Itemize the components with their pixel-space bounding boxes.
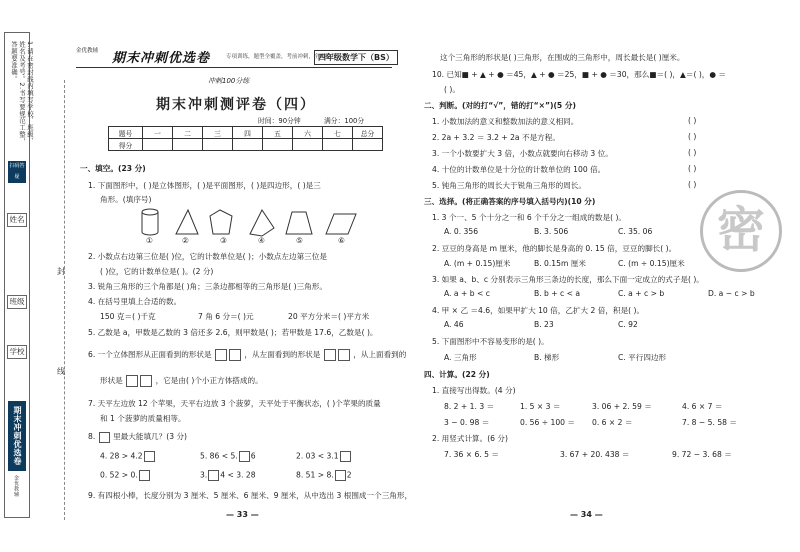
pentagon-shape [210,210,232,234]
q2-line1: 2. 小数点右边第三位是( )位，它的计数单位是( )；小数点左边第三位是 [88,252,327,261]
answer-box[interactable] [340,451,351,462]
q4-item-1: 150 克＝( )千克 [100,312,156,321]
q8-expr: 4. 28 > 4.2 [100,451,143,461]
calc-item: 1. 5 × 3 ＝ [520,402,561,411]
header-publisher: 金优教辅 [76,48,99,54]
calc-item: 3. 67 + 20. 438 ＝ [560,450,630,459]
score-input-cell[interactable] [233,139,263,151]
calc-item: 9. 72 − 3. 68 ＝ [672,450,732,459]
grade-badge: 四年级数学下（BS） [314,50,398,65]
q8-expr: 5. 86 < 5. [200,451,238,461]
section-choice: 三、选择。(将正确答案的序号填入括号内)(10 分) [424,197,596,206]
calc-item: 7. 8 − 5. 58 ＝ [682,418,738,427]
seal-line [64,80,65,520]
shape-label-5: ⑤ [296,236,303,245]
section-fill-blank: 一、填空。(23 分) [80,164,146,173]
score-input-cell[interactable] [173,139,203,151]
shape-label-2: ② [182,236,189,245]
q6-text-4: 形状是 [100,376,123,385]
choice-opt: A. 三角形 [444,353,477,362]
answer-box[interactable] [208,470,219,481]
section-calc: 四、计算。(22 分) [424,370,490,379]
score-cell: 总分 [353,127,383,139]
parallelogram-shape [326,214,356,234]
q10-line1: 10. 已知■ + ▲ + ● ＝45，▲ + ● ＝25，■ + ● ＝30，那么■＝( )，▲＝( )，● ＝ [432,70,727,79]
choice-2: 2. 豆豆的身高是 m 厘米，他的脚长是身高的 0. 15 倍，豆豆的脚长( )。 [432,244,677,253]
score-cell: 四 [233,127,263,139]
page-number-left: — 33 — [226,510,259,519]
q4: 4. 在括号里填上合适的数。 [88,297,182,306]
choice-opt: A. (m + 0.15)厘米 [444,259,511,268]
binding-strip [4,32,34,518]
answer-box[interactable] [239,451,250,462]
judge-3: 3. 一个小数要扩大 3 倍，小数点就要向右移动 3 位。 [432,149,613,158]
q8-item [200,470,256,481]
score-cell: 三 [203,127,233,139]
page-number-right: — 34 — [570,510,603,519]
answer-box[interactable] [139,470,150,481]
judge-5: 5. 钝角三角形的周长大于锐角三角形的周长。 [432,181,586,190]
class-field-label: 班级 [7,295,27,309]
shape-label-3: ③ [220,236,227,245]
calc-item: 7. 36 × 6. 5 ＝ [444,450,500,459]
q3: 3. 锐角三角形的三个角都是( )角；三条边都相等的三角形是( )三角形。 [88,282,327,291]
score-input-cell[interactable] [353,139,383,151]
q6-text-2: ，从左面看到的形状是 [244,350,321,359]
q8-item [100,451,156,462]
choice-opt: A. a + b < c [444,289,490,298]
exam-title: 期末冲刺测评卷（四） [156,97,316,113]
q5: 5. 乙数是 a，甲数是乙数的 3 倍还多 2.6，则甲数是( )；若甲数是 17.6，乙数是( )。 [88,328,378,337]
q6-line1 [88,349,406,361]
q8-text: 里最大能填几？(3 分) [113,432,188,441]
q10-line2: ( )。 [444,85,460,94]
strip-publisher: 金优教辅 [13,475,19,497]
exam-full-score: 满分：100分 [324,117,365,125]
header-brand: 期末冲刺优选卷 [112,51,211,66]
score-cell: 六 [293,127,323,139]
q9-line1: 9. 有四根小棒，长度分别为 3 厘米、5 厘米、6 厘米、9 厘米，从中选出 3 根围成一个三角形， [88,491,413,500]
shape-label-6: ⑥ [338,236,345,245]
shape-label-4: ④ [258,236,265,245]
cylinder-shape [142,209,158,235]
q8-item [200,451,256,462]
score-table [108,126,383,151]
answer-box[interactable] [99,432,110,443]
q8-item [296,470,352,481]
triangle-shape [176,210,198,234]
calc-item: 0. 56 ÷ 100 ＝ [520,418,576,427]
header-tagline: 专项训练，题型全覆盖，考前冲刺，全面提升 [226,54,337,60]
choice-1: 1. 3 个一、5 个十分之一和 6 个千分之一组成的数是( )。 [432,213,627,222]
view-top-icon [140,375,152,387]
q8-expr: 0. 52 > 0. [100,470,138,480]
seal-mark-2: 线 [57,367,65,376]
score-input-cell[interactable] [293,139,323,151]
shape-label-1: ① [146,236,153,245]
judge-answer[interactable]: ( ) [688,180,697,189]
choice-opt: C. a + c > b [618,289,665,298]
score-table-row [109,139,383,151]
q8-stem [88,431,187,443]
q1-line1: 1. 下面图形中，( )是立体图形，( )是平面图形，( )是四边形，( )是三 [88,181,321,190]
judge-2: 2. 2a + 3.2 ＝ 3.2 + 2a 不是方程。 [432,133,560,142]
judge-answer[interactable]: ( ) [688,148,697,157]
q4-item-2: 7 角 6 分＝( )元 [198,312,254,321]
choice-opt: C. 平行四边形 [618,353,667,362]
strip-logo: 期末冲刺优选卷 [8,401,26,471]
choice-opt: A. 0. 356 [444,227,479,236]
choice-opt: C. 35. 06 [618,227,653,236]
choice-4: 4. 甲 × 乙 ＝4.6，如果甲扩大 10 倍，乙扩大 2 倍，积是( )。 [432,306,645,315]
q7-line1: 7. 天平左边放 12 个苹果，天平右边放 3 个菠萝，天平处于平衡状态，( )个苹果的质量 [88,399,381,408]
choice-opt: B. b + c < a [534,289,581,298]
q8-expr: 8. 51 > 8. [296,470,334,480]
view-front-icon [215,349,227,361]
calc-item: 0. 6 × 2 ＝ [592,418,633,427]
choice-opt: B. 0.15m 厘米 [534,259,586,268]
judge-answer[interactable]: ( ) [688,132,697,141]
q6-text-5: ，它是由( )个小正方体搭成的。 [155,376,263,385]
q7-line2: 和 1 个菠萝的质量相等。 [100,414,186,423]
score-cell: 一 [143,127,173,139]
q8-expr: 3. [200,470,208,480]
score-cell: 得分 [109,139,143,151]
q4-item-3: 20 平方分米＝( )平方米 [288,312,370,321]
seal-mark-1: 封 [57,267,65,276]
calc-item: 4. 6 × 7 ＝ [682,402,723,411]
choice-opt: C. 92 [618,320,638,329]
view-top-icon [126,375,138,387]
view-left-icon [338,349,350,361]
score-input-cell[interactable] [203,139,233,151]
strip-instructions: 1.请在密封线内填写学校、班级、姓名及考号。2.书写要规范工整，答题要准确。 [10,41,34,145]
judge-answer[interactable]: ( ) [688,164,697,173]
strip-badge: 扫码答疑 [8,161,26,183]
school-field-label: 学校 [7,345,27,359]
pyramid-shape [250,210,274,236]
q8-expr: 2. 03 < 3.1 [296,451,339,461]
score-input-cell[interactable] [263,139,293,151]
trapezoid-shape [286,212,312,234]
q1-line2: 角形。(填序号) [100,195,152,204]
section-judge: 二、判断。(对的打“√”，错的打“×”)(5 分) [424,101,576,110]
score-cell: 题号 [109,127,143,139]
q8-expr: 4 < 3. 28 [220,470,256,480]
score-input-cell[interactable] [323,139,353,151]
exam-time: 时间：90分钟 [258,117,301,125]
q8-num: 8. [88,432,96,441]
score-cell: 二 [173,127,203,139]
name-field-label: 姓名 [7,213,27,227]
score-input-cell[interactable] [143,139,173,151]
answer-box[interactable] [335,470,346,481]
choice-5: 5. 下面图形中不容易变形的是( )。 [432,337,549,346]
view-left-icon [324,349,336,361]
confidential-stamp: 密 [700,190,782,272]
choice-opt: A. 46 [444,320,464,329]
choice-opt: B. 23 [534,320,554,329]
score-cell: 五 [263,127,293,139]
choice-opt: B. 梯形 [534,353,560,362]
choice-opt: B. 3. 506 [534,227,569,236]
choice-opt: D. a − c > b [708,289,755,298]
q9-line2: 这个三角形的形状是( )三角形，在围成的三角形中，周长最长是( )厘米。 [440,53,685,62]
choice-3: 3. 如果 a、b、c 分别表示三角形三条边的长度，那么下面一定成立的式子是( )。 [432,275,704,284]
header-band [76,44,392,68]
calc-item: 3 − 0. 98 ＝ [444,418,490,427]
q8-item [296,451,352,462]
calc-item: 8. 2 + 1. 3 ＝ [444,402,495,411]
judge-answer[interactable]: ( ) [688,116,697,125]
score-cell: 七 [323,127,353,139]
q6-text-1: 6. 一个立体图形从正面看到的形状是 [88,350,212,359]
judge-1: 1. 小数加法的意义和整数加法的意义相同。 [432,117,579,126]
q2-line2: ( )位，它的计数单位是( )。(2 分) [100,267,214,276]
q6-text-3: ，从上面看到的 [353,350,407,359]
score-table-row [109,127,383,139]
calc-1: 1. 直接写出得数。(4 分) [432,386,516,395]
choice-opt: C. (m ÷ 0.15)厘米 [618,259,685,268]
judge-4: 4. 十位的计数单位是十分位的计数单位的 100 倍。 [432,165,606,174]
calc-item: 3. 06 + 2. 59 ＝ [592,402,652,411]
header-subtitle: 冲刺100分练 [208,77,250,85]
q6-line2 [100,375,263,387]
q8-expr: 2 [346,470,352,480]
q8-item [100,470,151,481]
q8-expr: 6 [250,451,256,461]
calc-2: 2. 用竖式计算。(6 分) [432,434,508,443]
view-front-icon [229,349,241,361]
answer-box[interactable] [144,451,155,462]
